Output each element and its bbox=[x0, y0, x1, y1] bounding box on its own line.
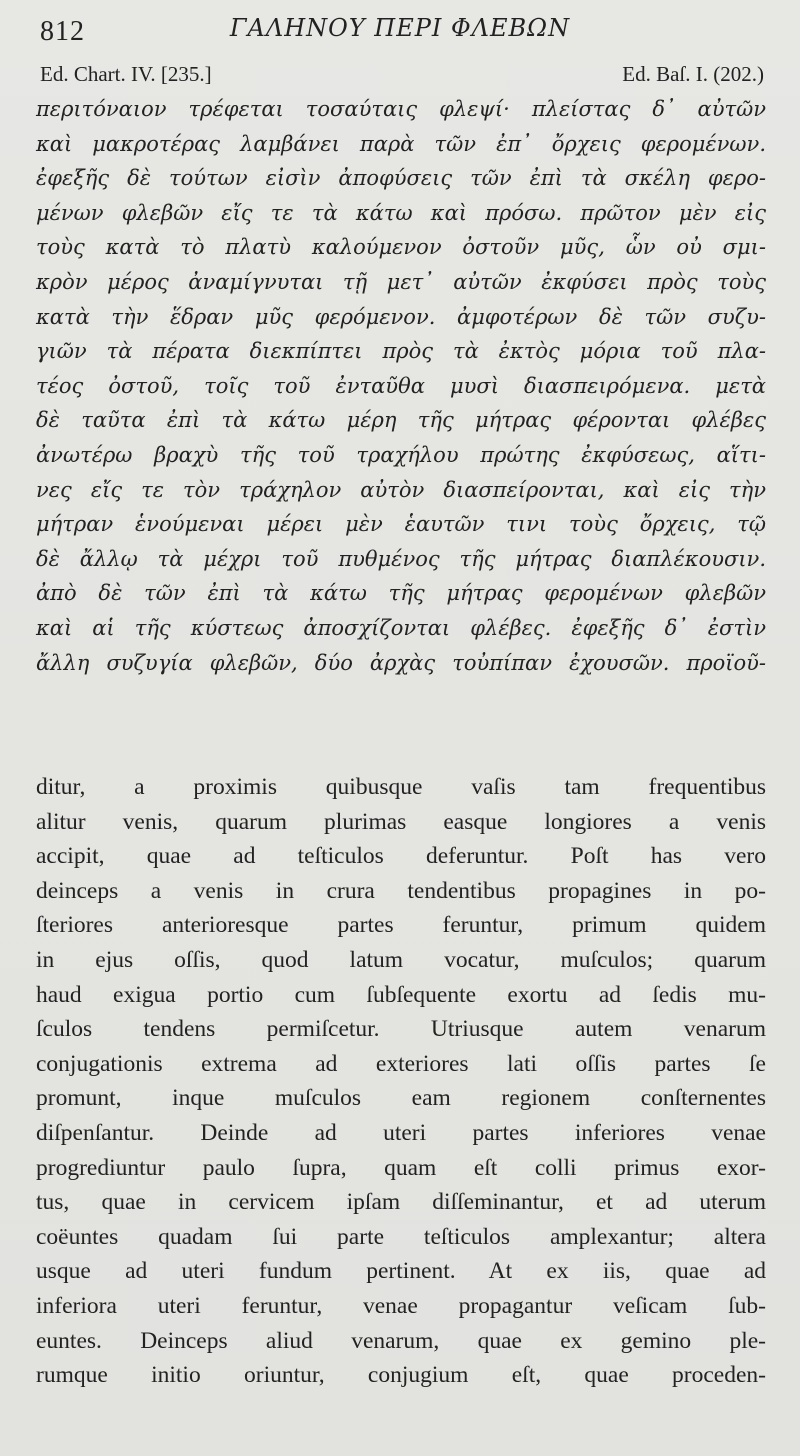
latin-line: deinceps a venis in crura tendentibus propagines in po- bbox=[36, 877, 766, 904]
latin-line: inferiora uteri feruntur, venae propagantur veſicam ſub- bbox=[36, 1292, 766, 1319]
latin-line: euntes. Deinceps aliud venarum, quae ex gemino ple- bbox=[36, 1327, 766, 1354]
greek-line: τέος ὀστοῦ, τοῖς τοῦ ἐνταῦθα μυσὶ διασπειρόμενα. μετὰ bbox=[36, 373, 766, 398]
latin-line: haud exigua portio cum ſubſequente exortu ad ſedis mu- bbox=[36, 981, 766, 1008]
greek-text-block bbox=[36, 92, 766, 680]
greek-line: δὲ ταῦτα ἐπὶ τὰ κάτω μέρη τῆς μήτρας φέρονται φλέβες bbox=[36, 408, 766, 433]
latin-line: accipit, quae ad teſticulos deferuntur. Poſt has vero bbox=[36, 843, 766, 870]
greek-line: καὶ μακροτέρας λαμβάνει παρὰ τῶν ἐπ᾽ ὄρχεις φερομένων. bbox=[36, 131, 766, 156]
latin-line: alitur venis, quarum plurimas easque longiores a venis bbox=[36, 808, 766, 835]
latin-line: diſpenſantur. Deinde ad uteri partes inferiores venae bbox=[36, 1119, 766, 1146]
greek-line: μήτραν ἑνούμεναι μέρει μὲν ἑαυτῶν τινι τοὺς ὄρχεις, τῷ bbox=[36, 512, 766, 537]
latin-line: in ejus oſſis, quod latum vocatur, muſculos; quarum bbox=[36, 946, 766, 973]
page-header bbox=[40, 14, 760, 50]
greek-line: κατὰ τὴν ἕδραν μῦς φερόμενον. ἀμφοτέρων δὲ τῶν συζυ- bbox=[36, 304, 766, 329]
greek-line: ἐφεξῆς δὲ τούτων εἰσὶν ἀποφύσεις τῶν ἐπὶ τὰ σκέλη φερο- bbox=[36, 166, 766, 191]
page-number: 812 bbox=[40, 16, 85, 47]
greek-line: ἀπὸ δὲ τῶν ἐπὶ τὰ κάτω τῆς μήτρας φερομένων φλεβῶν bbox=[36, 581, 766, 606]
latin-text-block bbox=[36, 770, 766, 1393]
greek-line: κρὸν μέρος ἀναμίγνυται τῇ μετ᾽ αὐτῶν ἐκφύσει πρὸς τοὺς bbox=[36, 269, 766, 294]
latin-line: ditur, a proximis quibusque vaſis tam frequentibus bbox=[36, 774, 766, 800]
latin-line: coëuntes quadam ſui parte teſticulos amplexantur; altera bbox=[36, 1223, 766, 1250]
latin-line: rumque initio oriuntur, conjugium eſt, quae proceden- bbox=[36, 1362, 766, 1389]
latin-line: conjugationis extrema ad exteriores lati oſſis partes ſe bbox=[36, 1050, 766, 1077]
edition-reference-chartier: Ed. Chart. IV. [235.] bbox=[40, 62, 212, 86]
greek-line: καὶ αἱ τῆς κύστεως ἀποσχίζονται φλέβες. ἐφεξῆς δ᾽ ἐστὶν bbox=[36, 615, 766, 640]
greek-line: νες εἴς τε τὸν τράχηλον αὐτὸν διασπείρονται, καὶ εἰς τὴν bbox=[36, 477, 766, 502]
latin-line: tus, quae in cervicem ipſam diſſeminantur, et ad uterum bbox=[36, 1189, 766, 1216]
greek-line: μένων φλεβῶν εἴς τε τὰ κάτω καὶ πρόσω. πρῶτον μὲν εἰς bbox=[36, 200, 766, 225]
latin-line: ſteriores anterioresque partes feruntur, primum quidem bbox=[36, 912, 766, 939]
greek-line: ἀνωτέρω βραχὺ τῆς τοῦ τραχήλου πρώτης ἐκφύσεως, αἵτι- bbox=[36, 442, 766, 467]
greek-line: ἄλλη συζυγία φλεβῶν, δύο ἀρχὰς τοὐπίπαν ἐχουσῶν. προϊοῦ- bbox=[36, 650, 766, 675]
latin-line: usque ad uteri fundum pertinent. At ex iis, quae ad bbox=[36, 1258, 766, 1285]
latin-line: ſculos tendens permiſcetur. Utriusque autem venarum bbox=[36, 1016, 766, 1043]
greek-line: γιῶν τὰ πέρατα διεκπίπτει πρὸς τὰ ἐκτὸς μόρια τοῦ πλα- bbox=[36, 339, 766, 364]
latin-line: progrediuntur paulo ſupra, quam eſt colli primus exor- bbox=[36, 1154, 766, 1181]
latin-line: promunt, inque muſculos eam regionem conſternentes bbox=[36, 1085, 766, 1112]
edition-reference-line bbox=[40, 62, 764, 90]
greek-line: δὲ ἄλλῳ τὰ μέχρι τοῦ πυθμένος τῆς μήτρας διαπλέκουσιν. bbox=[36, 546, 766, 571]
running-title: ΓΑΛΗΝΟΥ ΠΕΡΙ ΦΛΕΒΩΝ bbox=[229, 14, 571, 42]
edition-reference-basel: Ed. Baſ. I. (202.) bbox=[622, 62, 764, 86]
greek-line: περιτόναιον τρέφεται τοσαύταις φλεψί· πλείστας δ᾽ αὐτῶν bbox=[36, 97, 766, 121]
greek-line: τοὺς κατὰ τὸ πλατὺ καλούμενον ὀστοῦν μῦς, ὧν οὐ σμι- bbox=[36, 235, 766, 260]
